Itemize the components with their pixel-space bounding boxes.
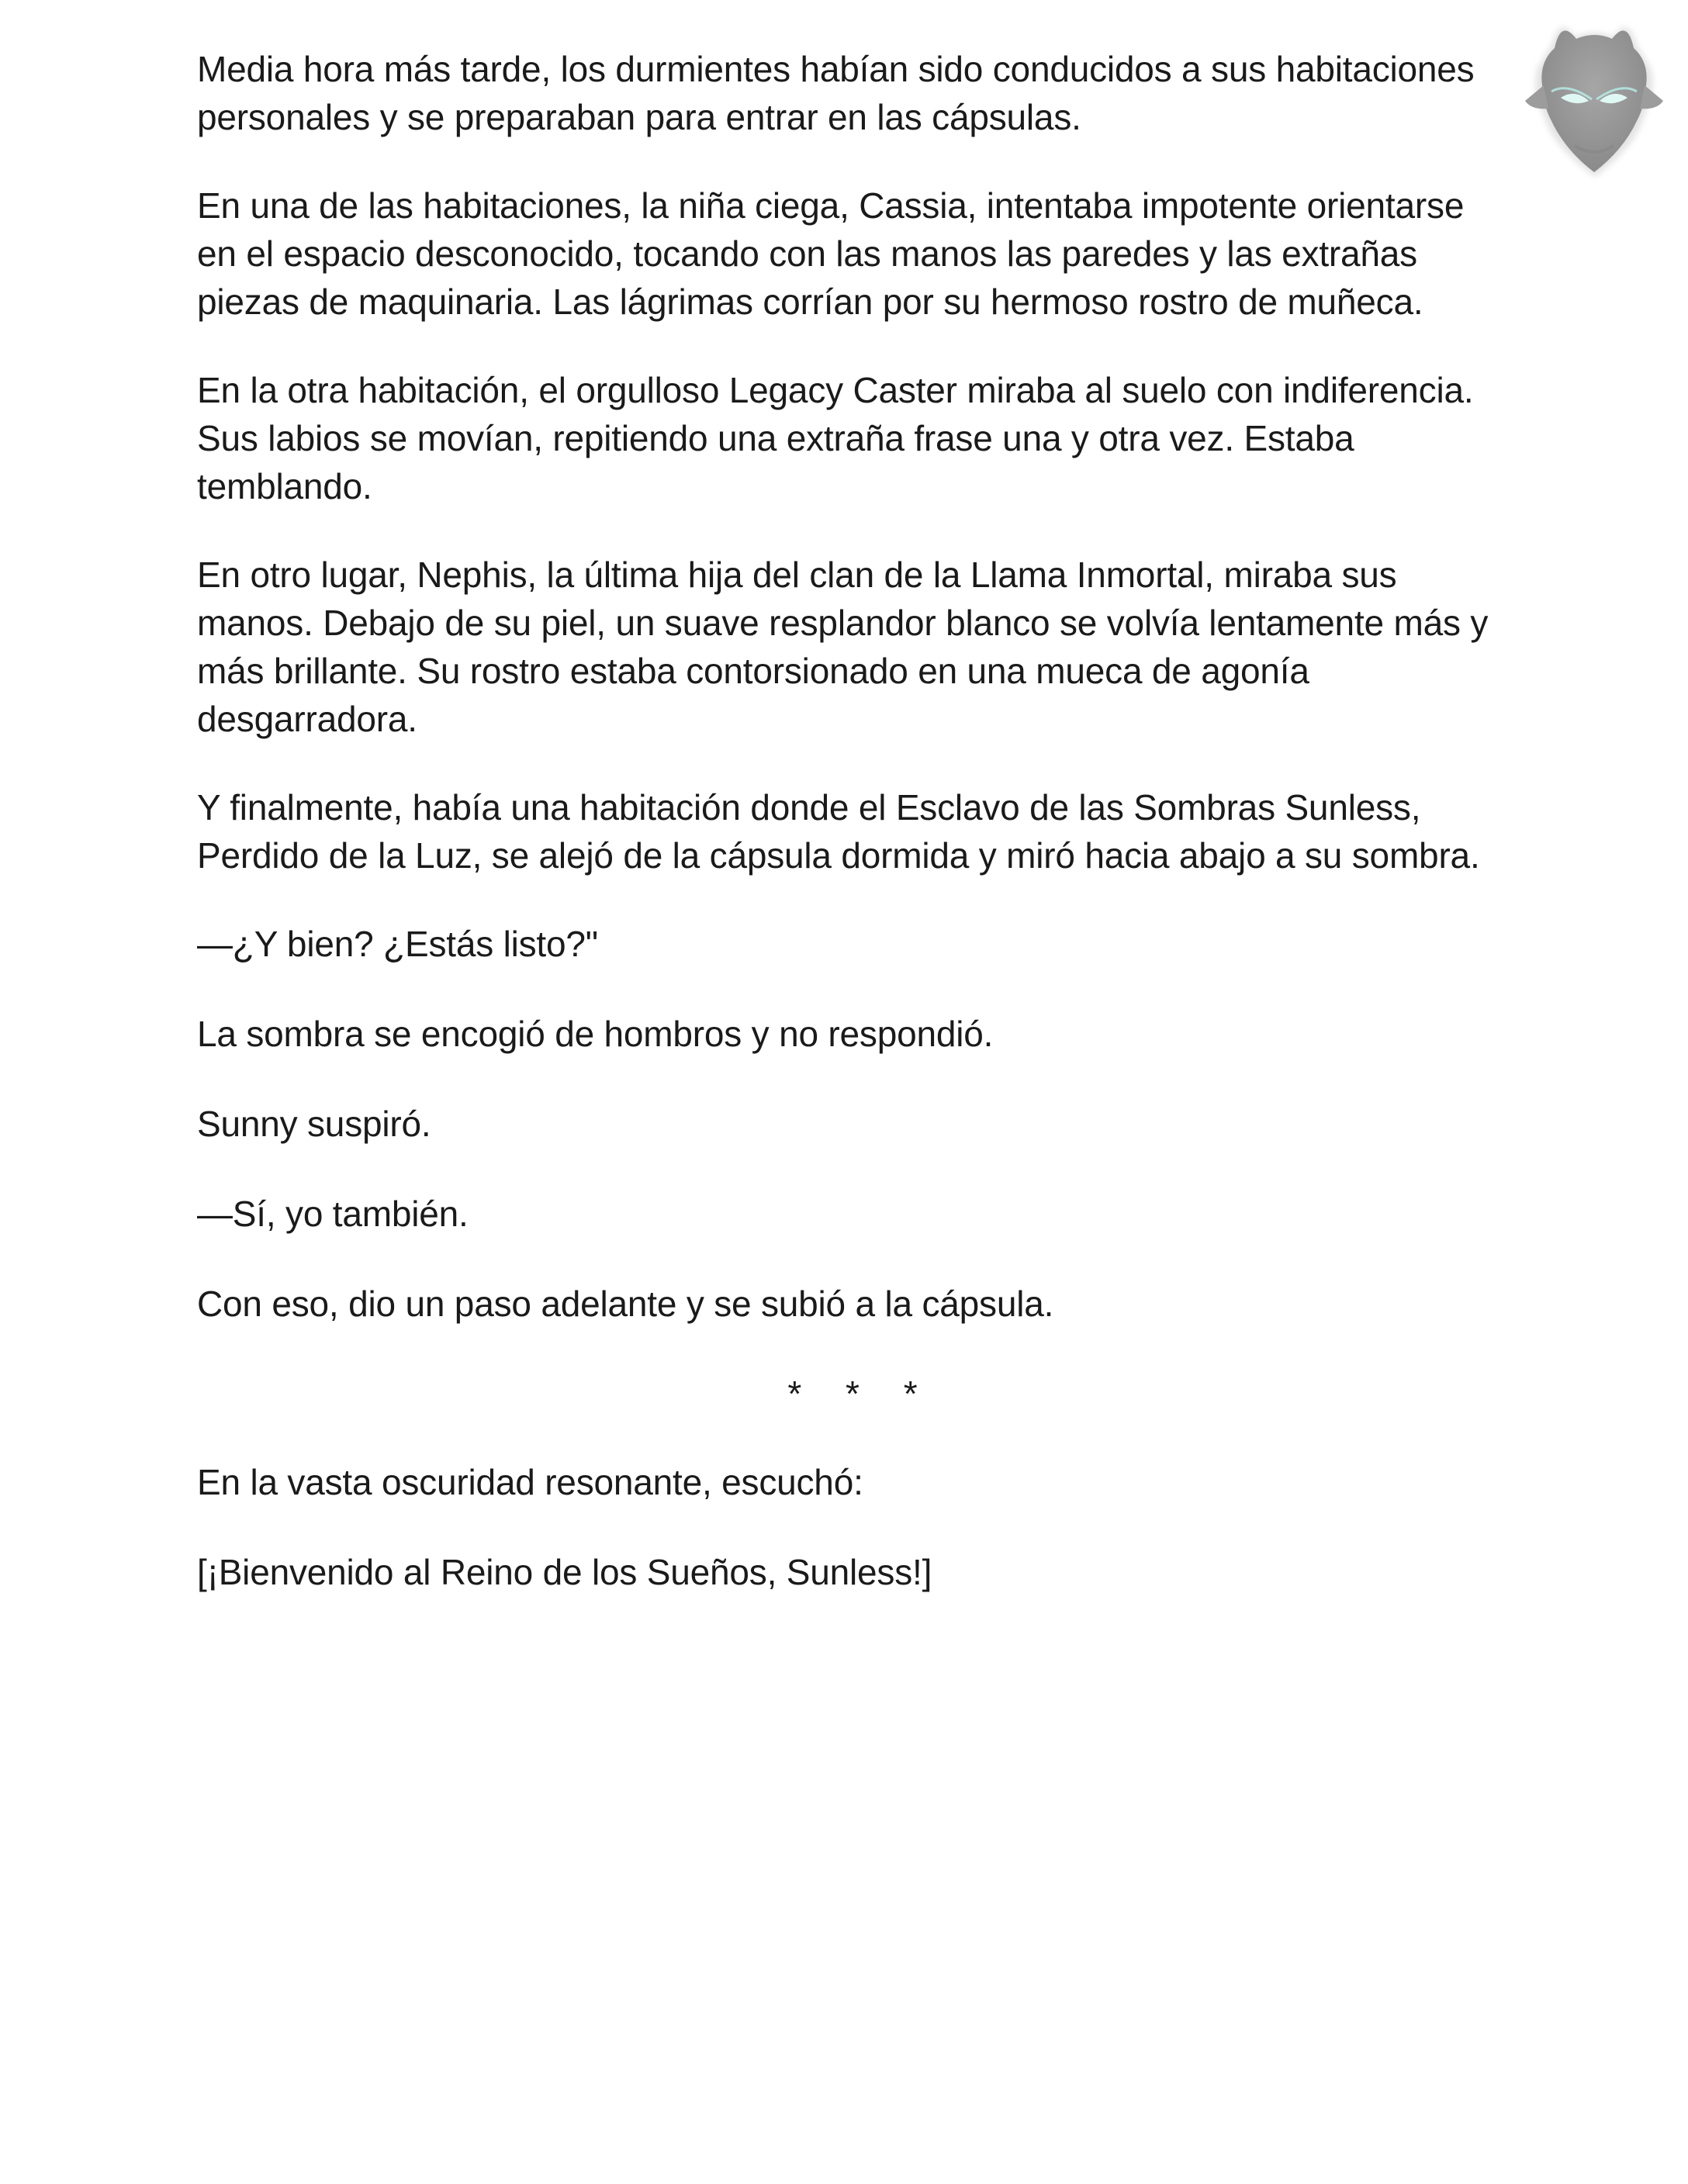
paragraph: En otro lugar, Nephis, la última hija del clan de la Llama Inmortal, miraba sus manos. Debajo de su piel, un suave resplandor blanco se volvía lentamente más y más brillante. Su rostro estaba contorsionado en una mueca de agonía desgarradora. (197, 555, 1489, 739)
paragraph: En una de las habitaciones, la niña ciega, Cassia, intentaba impotente orientarse en el espacio desconocido, tocando con las manos las paredes y las extrañas piezas de maquinaria. Las lágrimas corrían por su hermoso rostro de muñeca. (197, 185, 1465, 322)
system-message: [¡Bienvenido al Reino de los Sueños, Sunless!] (197, 1552, 932, 1592)
document-body (197, 45, 1508, 1638)
paragraph: La sombra se encogió de hombros y no respondió. (197, 1014, 994, 1054)
paragraph: Sunny suspiró. (197, 1104, 431, 1144)
paragraph: En la vasta oscuridad resonante, escuchó: (197, 1462, 863, 1502)
dialogue-line: —¿Y bien? ¿Estás listo?" (197, 924, 598, 964)
paragraph: En la otra habitación, el orgulloso Legacy Caster miraba al suelo con indiferencia. Sus labios se movían, repitiendo una extraña frase una y otra vez. Estaba temblando. (197, 370, 1474, 506)
demon-mask-icon (1520, 14, 1668, 185)
section-separator: * * * (787, 1374, 935, 1414)
dialogue-line: —Sí, yo también. (197, 1194, 469, 1234)
paragraph: Con eso, dio un paso adelante y se subió a la cápsula. (197, 1284, 1054, 1324)
paragraph: Media hora más tarde, los durmientes habían sido conducidos a sus habitaciones personales y se preparaban para entrar en las cápsulas. (197, 49, 1475, 137)
paragraph: Y finalmente, había una habitación donde el Esclavo de las Sombras Sunless, Perdido de la Luz, se alejó de la cápsula dormida y miró hacia abajo a su sombra. (197, 787, 1480, 876)
